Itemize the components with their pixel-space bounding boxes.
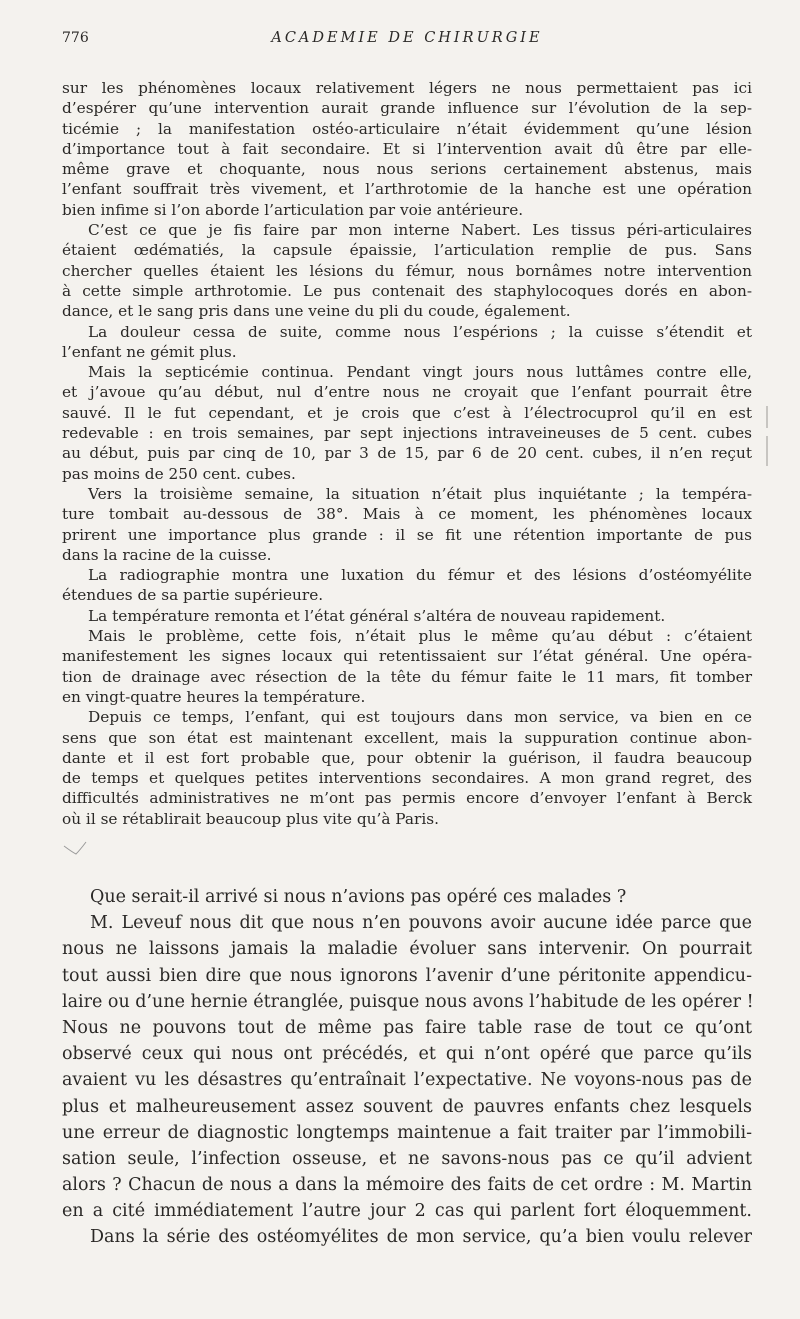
text-line: et j’avoue qu’au début, nul d’entre nous ne croyait que l’enfant pourrait être <box>62 383 752 402</box>
text-line: dante et il est fort probable que, pour obtenir la guérison, il faudra beaucoup <box>62 748 752 767</box>
text-line: une erreur de diagnostic longtemps maintenue a fait traiter par l’immobili- <box>62 1122 752 1143</box>
text-line: C’est ce que je fis faire par mon interne Nabert. Les tissus péri-articulaires <box>88 221 752 240</box>
text-line: avaient vu les désastres qu’entraînait l’expectative. Ne voyons-nous pas de <box>62 1070 752 1091</box>
text-line: étaient œdématiés, la capsule épaissie, l’articulation remplie de pus. Sans <box>62 241 752 260</box>
text-line: en vingt-quatre heures la température. <box>62 687 366 706</box>
text-line: Que serait-il arrivé si nous n’avions pas opéré ces malades ? <box>90 887 627 907</box>
text-line: d’importance tout à fait secondaire. Et si l’intervention avait dû être par elle- <box>62 139 752 158</box>
text-line: Mais la septicémie continua. Pendant vingt jours nous luttâmes contre elle, <box>88 363 752 382</box>
text-line: ture tombait au-dessous de 38°. Mais à ce moment, les phénomènes locaux <box>62 505 752 524</box>
text-line: Nous ne pouvons tout de même pas faire table rase de tout ce qu’ont <box>62 1017 752 1038</box>
text-line: Depuis ce temps, l’enfant, qui est toujours dans mon service, va bien en ce <box>88 708 752 727</box>
text-line: chercher quelles étaient les lésions du fémur, nous bornâmes notre intervention <box>62 261 752 280</box>
case-report-text <box>62 78 752 829</box>
text-line: ticémie ; la manifestation ostéo-articulaire n’était évidemment qu’une lésion <box>62 119 752 138</box>
text-line: à cette simple arthrotomie. Le pus contenait des staphylocoques dorés en abon- <box>62 281 752 300</box>
text-line: en a cité immédiatement l’autre jour 2 cas qui parlent fort éloquemment. <box>62 1201 752 1222</box>
text-line: sauvé. Il le fut cependant, et je crois que c’est à l’électrocuprol qu’il en est <box>62 403 752 422</box>
discussion-text <box>62 884 754 1251</box>
text-line: de temps et quelques petites interventions secondaires. A mon grand regret, des <box>62 769 752 788</box>
text-line: l’enfant ne gémit plus. <box>62 342 237 361</box>
text-line: sur les phénomènes locaux relativement légers ne nous permettaient pas ici <box>62 79 752 97</box>
text-line: bien infime si l’on aborde l’articulation par voie antérieure. <box>62 200 524 219</box>
text-line: sens que son état est maintenant excellent, mais la suppuration continue abon- <box>62 728 752 747</box>
text-line: Vers la troisième semaine, la situation n’était plus inquiétante ; la tempéra- <box>88 484 752 503</box>
text-line: nous ne laissons jamais la maladie évoluer sans intervenir. On pourrait <box>62 939 752 960</box>
text-line: au début, puis par cinq de 10, par 3 de 15, par 6 de 20 cent. cubes, il n’en reçut <box>62 444 752 463</box>
text-line: dance, et le sang pris dans une veine du pli du coude, également. <box>62 302 571 321</box>
text-line: observé ceux qui nous ont précédés, et qui n’ont opéré que parce qu’ils <box>62 1044 752 1065</box>
text-line: tion de drainage avec résection de la tête du fémur faite le 11 mars, fit tomber <box>62 667 752 686</box>
text-line: où il se rétablirait beaucoup plus vite qu’à Paris. <box>62 809 439 828</box>
text-line: difficultés administratives ne m’ont pas permis encore d’envoyer l’enfant à Berck <box>62 789 752 808</box>
text-line: sation seule, l’infection osseuse, et ne savons-nous pas ce qu’il advient <box>62 1148 752 1169</box>
text-line: même grave et choquante, nous nous serions certainement abstenus, mais <box>62 160 752 179</box>
text-line: d’espérer qu’une intervention aurait grande influence sur l’évolution de la sep- <box>62 99 752 118</box>
text-line: Mais le problème, cette fois, n’était plus le même qu’au début : c’étaient <box>88 627 752 646</box>
text-line: manifestement les signes locaux qui retentissaient sur l’état général. Une opéra- <box>62 647 752 666</box>
page-number: 776 <box>62 30 89 46</box>
text-line: La température remonta et l’état général s’altéra de nouveau rapidement. <box>88 606 666 625</box>
text-line: l’enfant souffrait très vivement, et l’arthrotomie de la hanche est une opération <box>62 180 752 199</box>
text-line: tout aussi bien dire que nous ignorons l’avenir d’une péritonite appendicu- <box>62 965 752 986</box>
text-line: alors ? Chacun de nous a dans la mémoire des faits de cet ordre : M. Martin <box>62 1175 752 1196</box>
text-line: redevable : en trois semaines, par sept injections intraveineuses de 5 cent. cubes <box>62 424 752 443</box>
text-line: pas moins de 250 cent. cubes. <box>62 464 296 483</box>
text-line: M. Leveuf nous dit que nous n’en pouvons avoir aucune idée parce que <box>90 913 752 934</box>
pencil-check-mark <box>62 838 90 860</box>
text-line: dans la racine de la cuisse. <box>62 545 272 564</box>
text-line: laire ou d’une hernie étranglée, puisque nous avons l’habitude de les opérer ! <box>62 991 754 1012</box>
running-title: ACADEMIE DE CHIRURGIE <box>271 30 543 46</box>
text-line: Dans la série des ostéomyélites de mon service, qu’a bien voulu relever <box>90 1227 752 1248</box>
text-line: prirent une importance plus grande : il se fit une rétention importante de pus <box>62 525 752 544</box>
text-line: La radiographie montra une luxation du fémur et des lésions d’ostéomyélite <box>88 566 752 585</box>
margin-bracket-mark <box>764 406 770 466</box>
text-line: étendues de sa partie supérieure. <box>62 586 324 605</box>
page-header <box>62 30 752 50</box>
text-line: plus et malheureusement assez souvent de pauvres enfants chez lesquels <box>62 1096 752 1117</box>
text-line: La douleur cessa de suite, comme nous l’espérions ; la cuisse s’étendit et <box>88 322 752 341</box>
